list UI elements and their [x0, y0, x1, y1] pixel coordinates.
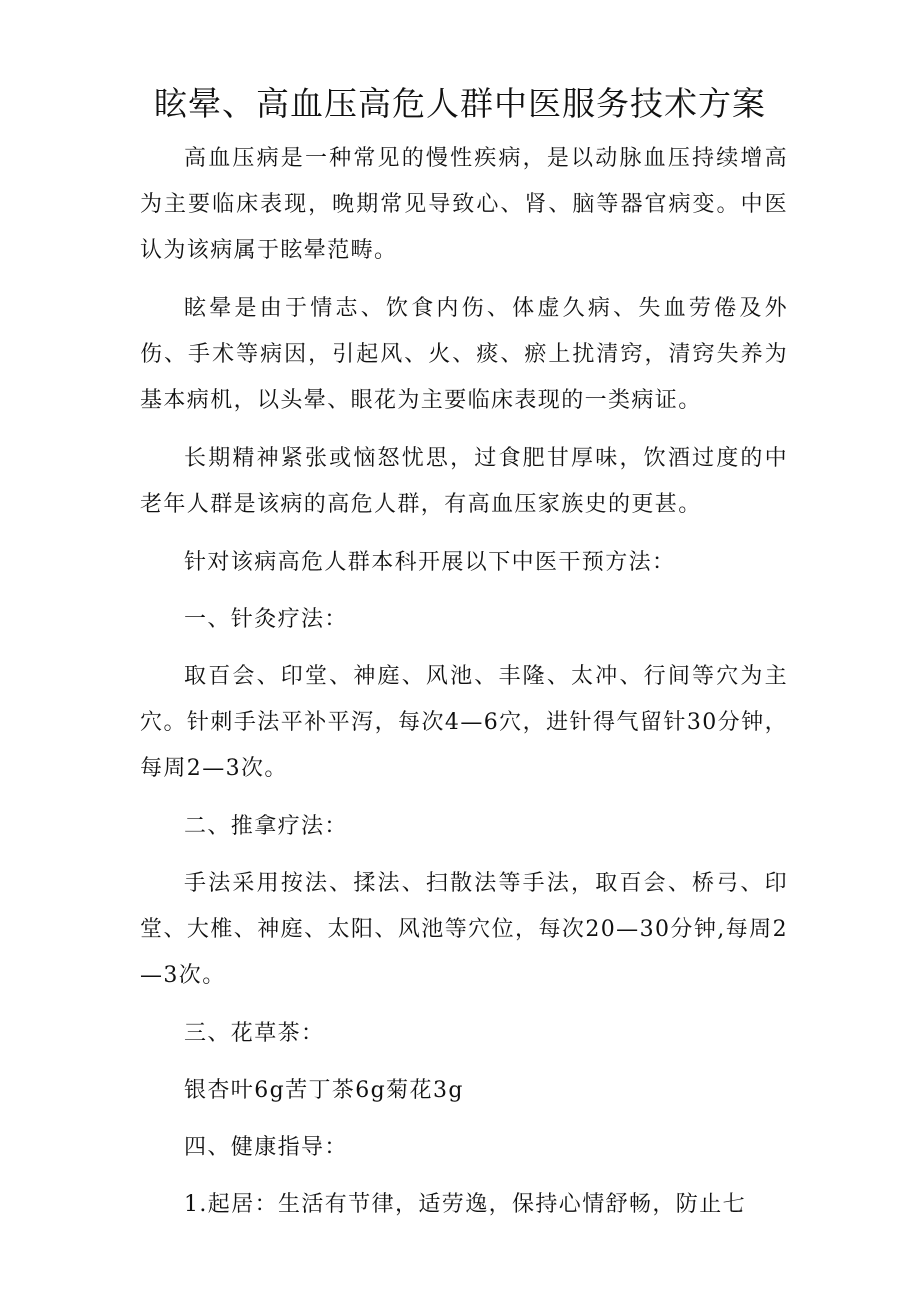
- section-heading-acupuncture: 一、针灸疗法：: [184, 607, 348, 632]
- paragraph-hypertension-intro: 高血压病是一种常见的慢性疾病，是以动脉血压持续增高为主要临床表现，晚期常见导致心、肾、脑等器官病变。中医认为该病属于眩晕范畴。: [140, 146, 788, 263]
- paragraph-high-risk-group: 长期精神紧张或恼怒忧思，过食肥甘厚味，饮酒过度的中老年人群是该病的高危人群，有高血压家族史的更甚。: [140, 446, 788, 517]
- document-body: [140, 136, 788, 1239]
- paragraph-guidance-daily-life: 1.起居：生活有节律，适劳逸，保持心情舒畅，防止七: [184, 1192, 746, 1217]
- section-heading-health-guidance: 四、健康指导：: [184, 1135, 348, 1160]
- paragraph-herbal-tea-recipe: 银杏叶6g苦丁茶6g菊花3g: [184, 1078, 464, 1103]
- section-heading-massage: 二、推拿疗法：: [184, 814, 348, 839]
- section-heading-herbal-tea: 三、花草茶：: [184, 1021, 325, 1046]
- paragraph-vertigo-definition: 眩晕是由于情志、饮食内伤、体虚久病、失血劳倦及外伤、手术等病因，引起风、火、痰、瘀上扰清窍，清窍失养为基本病机，以头晕、眼花为主要临床表现的一类病证。: [140, 296, 788, 413]
- document-title: 眩晕、高血压高危人群中医服务技术方案: [154, 84, 766, 123]
- paragraph-acupuncture-method: 取百会、印堂、神庭、风池、丰隆、太冲、行间等穴为主穴。针刺手法平补平泻，每次4—6穴，进针得气留针30分钟，每周2—3次。: [140, 664, 788, 781]
- paragraph-massage-method: 手法采用按法、揉法、扫散法等手法，取百会、桥弓、印堂、大椎、神庭、太阳、风池等穴位，每次20—30分钟,每周2—3次。: [140, 871, 788, 988]
- paragraph-intervention-intro: 针对该病高危人群本科开展以下中医干预方法：: [184, 550, 676, 575]
